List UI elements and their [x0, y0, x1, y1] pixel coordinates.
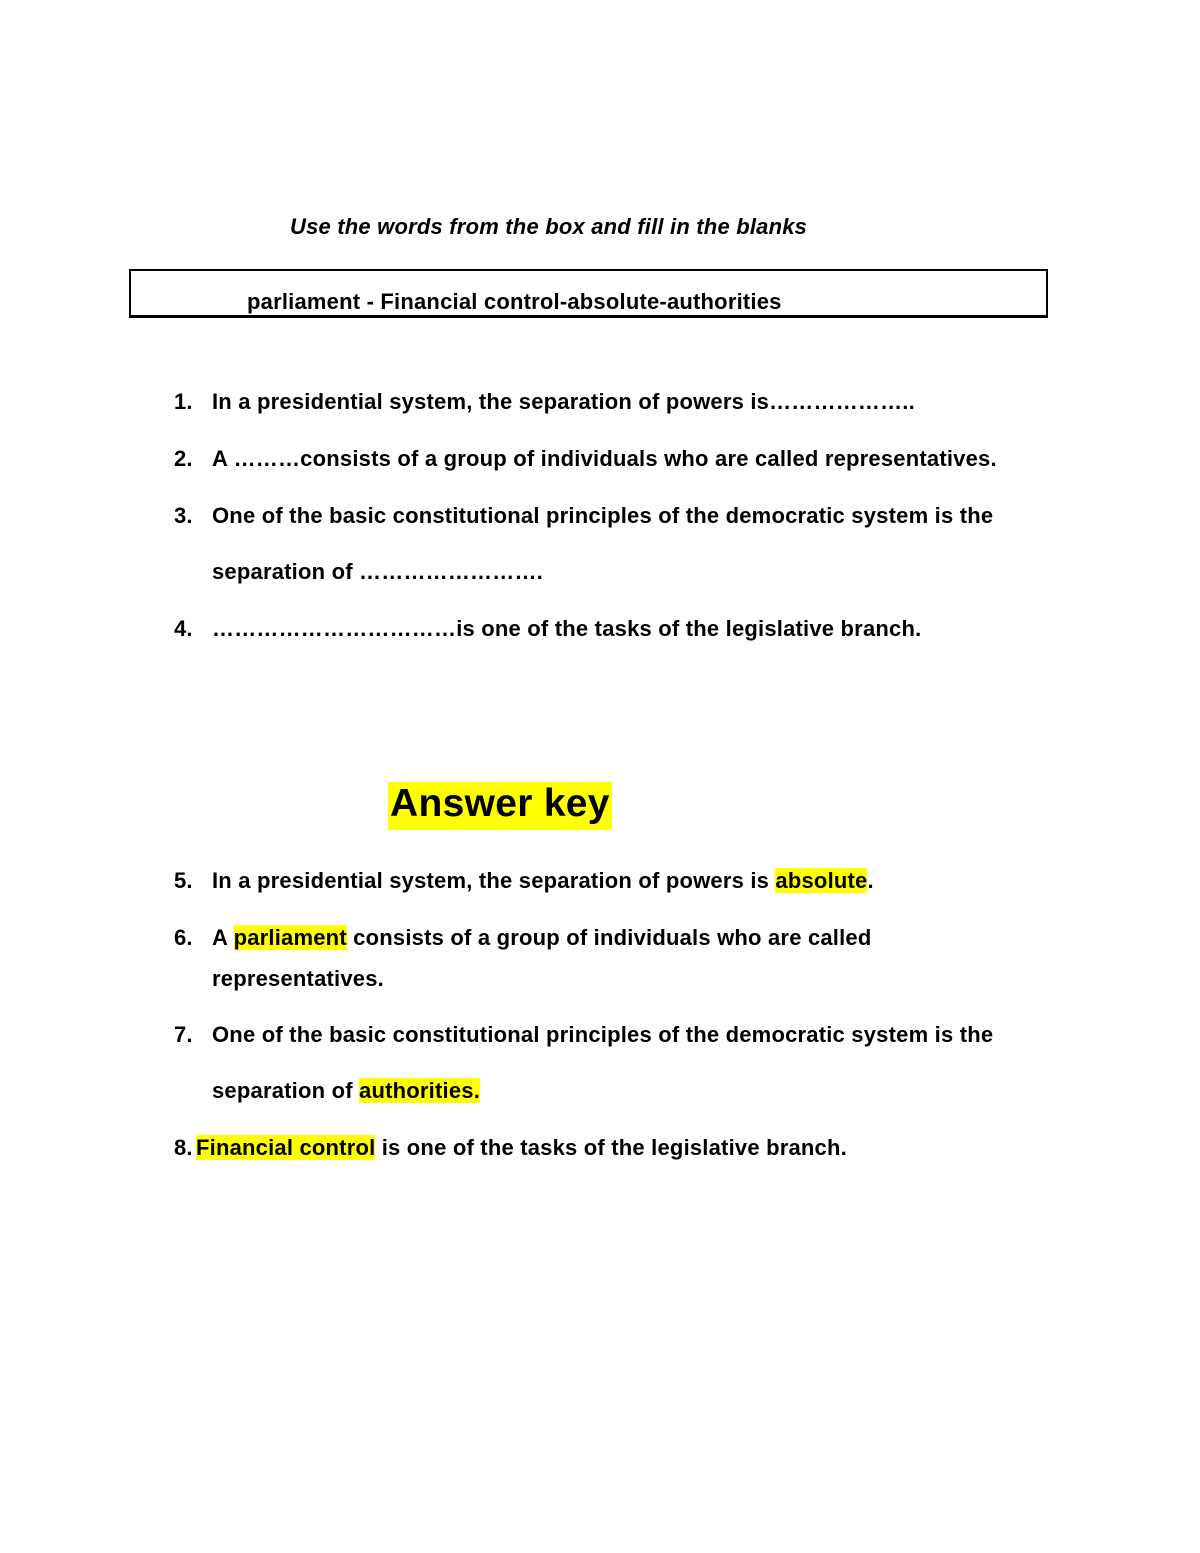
question-text: A ………consists of a group of individuals who are called representatives.: [212, 446, 997, 471]
answer-text-post: .: [867, 868, 874, 893]
question-text: One of the basic constitutional principles of the democratic system is the: [212, 503, 994, 528]
question-text: ……………………………is one of the tasks of the legislative branch.: [212, 616, 922, 641]
answer-number: 6.: [174, 925, 193, 950]
question-text: separation of …………………….: [212, 559, 543, 584]
answer-highlight: Financial control: [196, 1135, 376, 1160]
answer-text: [196, 1135, 847, 1161]
answer-text-pre: separation of: [212, 1078, 360, 1103]
answer-highlight: authorities.: [359, 1078, 481, 1103]
answer-text-post: is one of the tasks of the legislative branch.: [375, 1135, 847, 1160]
answer-key-title: Answer key: [388, 782, 612, 830]
answer-text: [212, 1078, 480, 1104]
question-text: In a presidential system, the separation of powers is………………..: [212, 389, 915, 414]
word-bank-box: [129, 269, 1048, 318]
question-number: 1.: [174, 389, 193, 414]
word-bank-text: parliament - Financial control-absolute-authorities: [247, 289, 782, 314]
answer-number: 7.: [174, 1022, 193, 1047]
answer-highlight: absolute: [775, 868, 868, 893]
answer-text: One of the basic constitutional principles of the democratic system is the: [212, 1022, 994, 1047]
question-number: 4.: [174, 616, 193, 641]
answer-text-post: consists of a group of individuals who are called: [346, 925, 872, 950]
answer-text: [212, 868, 874, 894]
answer-text: representatives.: [212, 966, 384, 991]
question-number: 2.: [174, 446, 193, 471]
instruction-heading: Use the words from the box and fill in the blanks: [290, 214, 808, 239]
answer-highlight: parliament: [233, 925, 347, 950]
answer-text: [212, 925, 872, 951]
answer-text-pre: A: [212, 925, 234, 950]
answer-number: 5.: [174, 868, 193, 893]
answer-text-pre: In a presidential system, the separation of powers is: [212, 868, 776, 893]
question-number: 3.: [174, 503, 193, 528]
answer-number: 8.: [174, 1135, 193, 1160]
